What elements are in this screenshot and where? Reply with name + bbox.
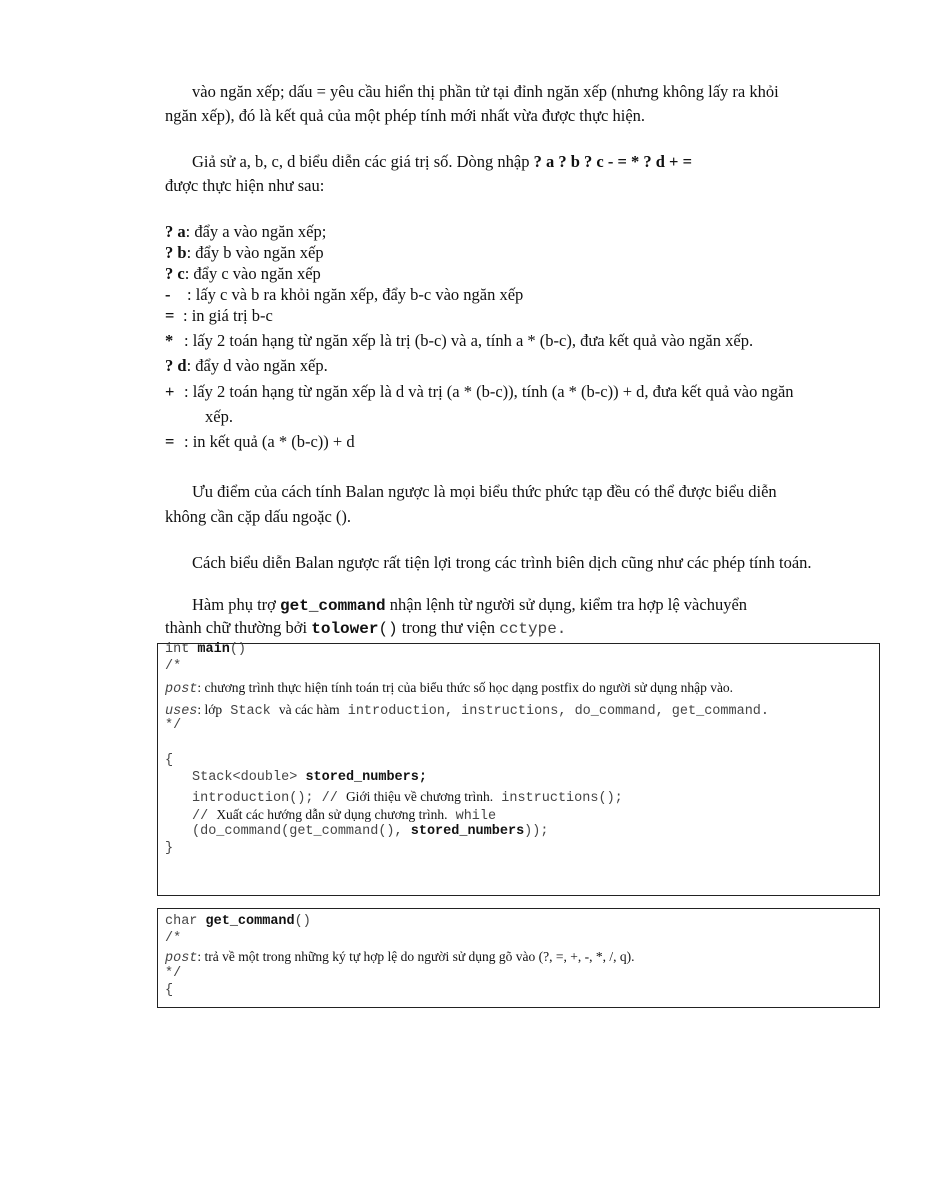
paragraph-line xyxy=(192,595,747,616)
text: nhận lệnh từ người sử dụng, kiểm tra hợp lệ vàchuyển xyxy=(389,595,748,614)
code-token: char xyxy=(165,914,198,929)
code-token: instructions(); xyxy=(501,791,623,806)
code-token: post xyxy=(165,951,198,966)
text: Giả sử a, b, c, d biểu diễn các giá trị số. Dòng nhập xyxy=(192,152,530,171)
code-token: while xyxy=(455,809,497,824)
code-line xyxy=(165,914,311,930)
text: trong thư viện xyxy=(401,618,496,637)
step-line xyxy=(165,264,321,284)
code-token: (do_command(get_command(), xyxy=(192,824,403,839)
code-token: get_command xyxy=(205,914,295,929)
code-line: } xyxy=(165,841,174,856)
code-token: post xyxy=(165,682,198,697)
code-token: uses xyxy=(165,704,198,719)
paragraph-line: ngăn xếp), đó là kết quả của một phép tính mới nhất vừa được thực hiện. xyxy=(165,106,646,125)
step-line xyxy=(165,306,273,326)
code-token: introduction(); // xyxy=(192,791,338,806)
step-line xyxy=(165,243,324,263)
paragraph-line: vào ngăn xếp; dấu = yêu cầu hiển thị phần tử tại đỉnh ngăn xếp (nhưng không lấy ra khỏi xyxy=(192,82,779,101)
code-line xyxy=(192,789,623,807)
code-comment: : chương trình thực hiện tính toán trị của biểu thức số học dạng postfix do người sử dụng nhập vào. xyxy=(197,680,734,695)
function-name: tolower xyxy=(311,620,379,638)
code-line xyxy=(165,702,769,720)
text: thành chữ thường bởi xyxy=(165,618,308,637)
code-token: // xyxy=(192,809,209,824)
step-op: + xyxy=(165,382,175,401)
code-line xyxy=(165,949,635,967)
code-line: /* xyxy=(165,931,182,946)
paragraph-line xyxy=(165,618,566,639)
code-line: { xyxy=(165,983,174,998)
step-line xyxy=(165,285,523,305)
step-op: ? c xyxy=(165,264,185,283)
step-text: : lấy 2 toán hạng từ ngăn xếp là d và trị (a * (b-c)), tính (a * (b-c)) + d, đưa kết quả vào ngăn xyxy=(184,382,794,401)
code-block-main xyxy=(157,643,880,896)
code-line xyxy=(192,824,548,840)
code-block-get-command xyxy=(157,908,880,1008)
step-op: ? d xyxy=(165,356,187,375)
code-line: { xyxy=(165,753,174,768)
code-line: */ xyxy=(165,966,182,981)
step-line xyxy=(165,222,326,242)
code-comment: : trả về một trong những ký tự hợp lệ do người sử dụng gõ vào (?, =, +, -, *, /, q). xyxy=(197,949,635,964)
step-text: : đẩy b vào ngăn xếp xyxy=(186,243,324,262)
code-token: () xyxy=(229,642,247,657)
paragraph-line xyxy=(192,152,692,172)
code-token: int xyxy=(165,642,190,657)
code-line xyxy=(165,642,246,658)
code-token: Stack<double> xyxy=(192,770,298,785)
step-text: : in giá trị b-c xyxy=(183,306,273,325)
code-token: )); xyxy=(524,824,549,839)
rpn-expression: ? a ? b ? c - = * ? d + = xyxy=(533,152,692,171)
paragraph-line: không cần cặp dấu ngoặc (). xyxy=(165,507,352,526)
code-token: introduction, instructions, do_command, get_command. xyxy=(347,704,770,719)
library-name: cctype. xyxy=(499,620,567,638)
code-line: /* xyxy=(165,659,182,674)
step-text: : đẩy d vào ngăn xếp. xyxy=(186,356,328,375)
code-line xyxy=(165,680,733,698)
code-line xyxy=(192,807,496,825)
code-comment: Giới thiệu về chương trình. xyxy=(345,789,494,804)
step-continuation: xếp. xyxy=(205,407,233,426)
code-token: () xyxy=(294,914,311,929)
code-comment: Xuất các hướng dẫn sử dụng chương trình. xyxy=(216,807,448,822)
code-token: main xyxy=(197,642,230,657)
step-op: * xyxy=(165,331,174,350)
step-text: : đẩy c vào ngăn xếp xyxy=(184,264,321,283)
code-comment: : lớp xyxy=(197,702,223,717)
code-token: stored_numbers xyxy=(410,824,525,839)
function-name: get_command xyxy=(280,597,386,615)
step-text: : lấy c và b ra khỏi ngăn xếp, đẩy b-c vào ngăn xếp xyxy=(187,285,524,304)
step-op: = xyxy=(165,432,175,451)
step-op: = xyxy=(165,306,175,325)
code-line: */ xyxy=(165,718,182,733)
step-line xyxy=(165,382,794,402)
text: Hàm phụ trợ xyxy=(192,595,276,614)
code-comment: và các hàm xyxy=(278,702,340,717)
step-text: : in kết quả (a * (b-c)) + d xyxy=(184,432,355,451)
code-token: Stack xyxy=(230,704,271,719)
step-op: ? b xyxy=(165,243,187,262)
paragraph-line: Cách biểu diễn Balan ngược rất tiện lợi trong các trình biên dịch cũng như các phép tính toán. xyxy=(192,553,812,572)
step-text: : lấy 2 toán hạng từ ngăn xếp là trị (b-c) và a, tính a * (b-c), đưa kết quả vào ngăn xếp. xyxy=(184,331,754,350)
step-op: - xyxy=(165,285,171,304)
step-line xyxy=(165,331,753,351)
step-line xyxy=(165,432,355,452)
code-token: stored_numbers; xyxy=(305,770,427,785)
step-text: : đẩy a vào ngăn xếp; xyxy=(185,222,327,241)
paragraph-line: Ưu điểm của cách tính Balan ngược là mọi biểu thức phức tạp đều có thể được biểu diễn xyxy=(192,482,777,501)
code-line xyxy=(192,770,427,786)
parens: () xyxy=(378,620,398,638)
paragraph-line: được thực hiện như sau: xyxy=(165,176,325,195)
step-line xyxy=(165,356,328,376)
step-op: ? a xyxy=(165,222,186,241)
